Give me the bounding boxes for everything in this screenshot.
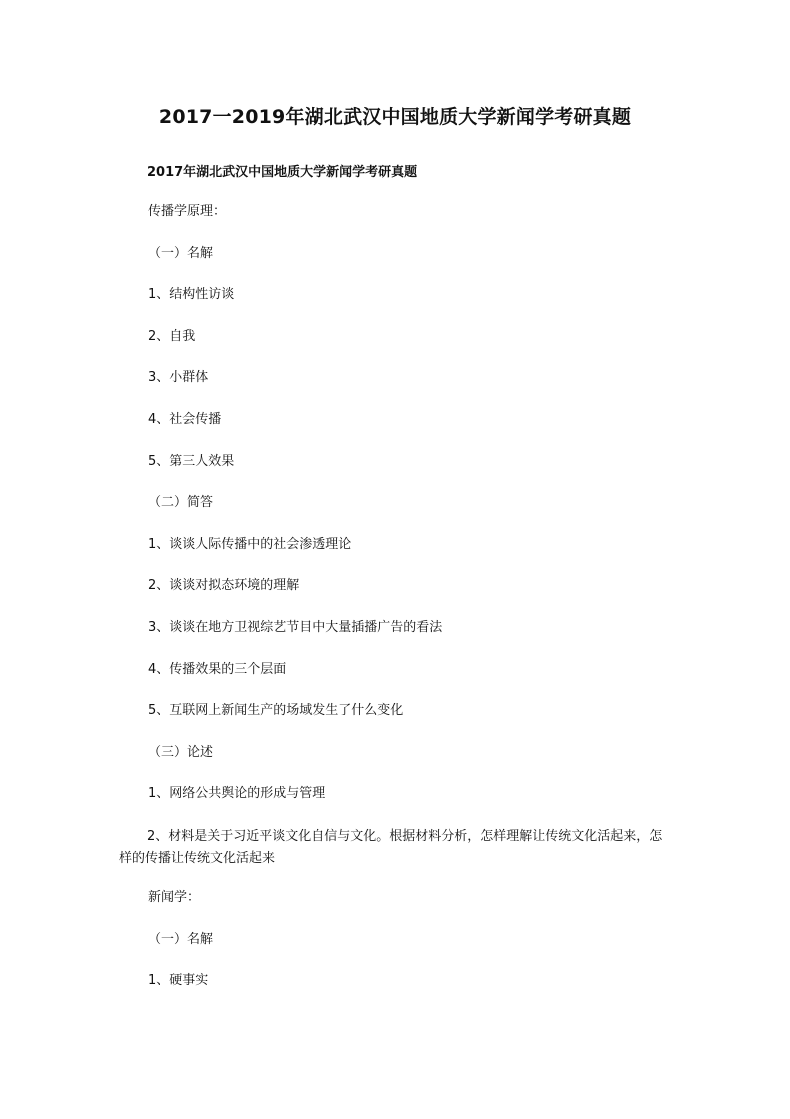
text-line: 4、社会传播 [148, 412, 222, 427]
text-line: 新闻学： [148, 890, 201, 905]
document-title: 2017一2019年湖北武汉中国地质大学新闻学考研真题 [158, 106, 632, 128]
text-line: 2、谈谈对拟态环境的理解 [148, 578, 300, 593]
text-line: 1、结构性访谈 [148, 287, 235, 302]
text-line: 传播学原理： [148, 204, 227, 219]
text-line: 1、谈谈人际传播中的社会渗透理论 [148, 537, 352, 552]
section-heading: 2017年湖北武汉中国地质大学新闻学考研真题 [147, 165, 418, 180]
text-line: （一）名解 [148, 246, 214, 261]
text-paragraph: 2、材料是关于习近平谈文化自信与文化。根据材料分析，怎样理解让传统文化活起来，怎样的传播让传统文化活起来 [119, 829, 663, 866]
text-line: （三）论述 [148, 745, 214, 760]
text-line: 2、自我 [148, 329, 196, 344]
text-line: （二）简答 [148, 495, 214, 510]
text-line: 3、谈谈在地方卫视综艺节目中大量插播广告的看法 [148, 620, 443, 635]
text-line: 5、互联网上新闻生产的场域发生了什么变化 [148, 703, 404, 718]
text-line: 5、第三人效果 [148, 454, 235, 469]
text-line: 4、传播效果的三个层面 [148, 662, 287, 677]
text-line: 3、小群体 [148, 370, 209, 385]
text-line: 1、网络公共舆论的形成与管理 [148, 786, 326, 801]
text-line: （一）名解 [148, 932, 214, 947]
text-line: 1、硬事实 [148, 973, 209, 988]
